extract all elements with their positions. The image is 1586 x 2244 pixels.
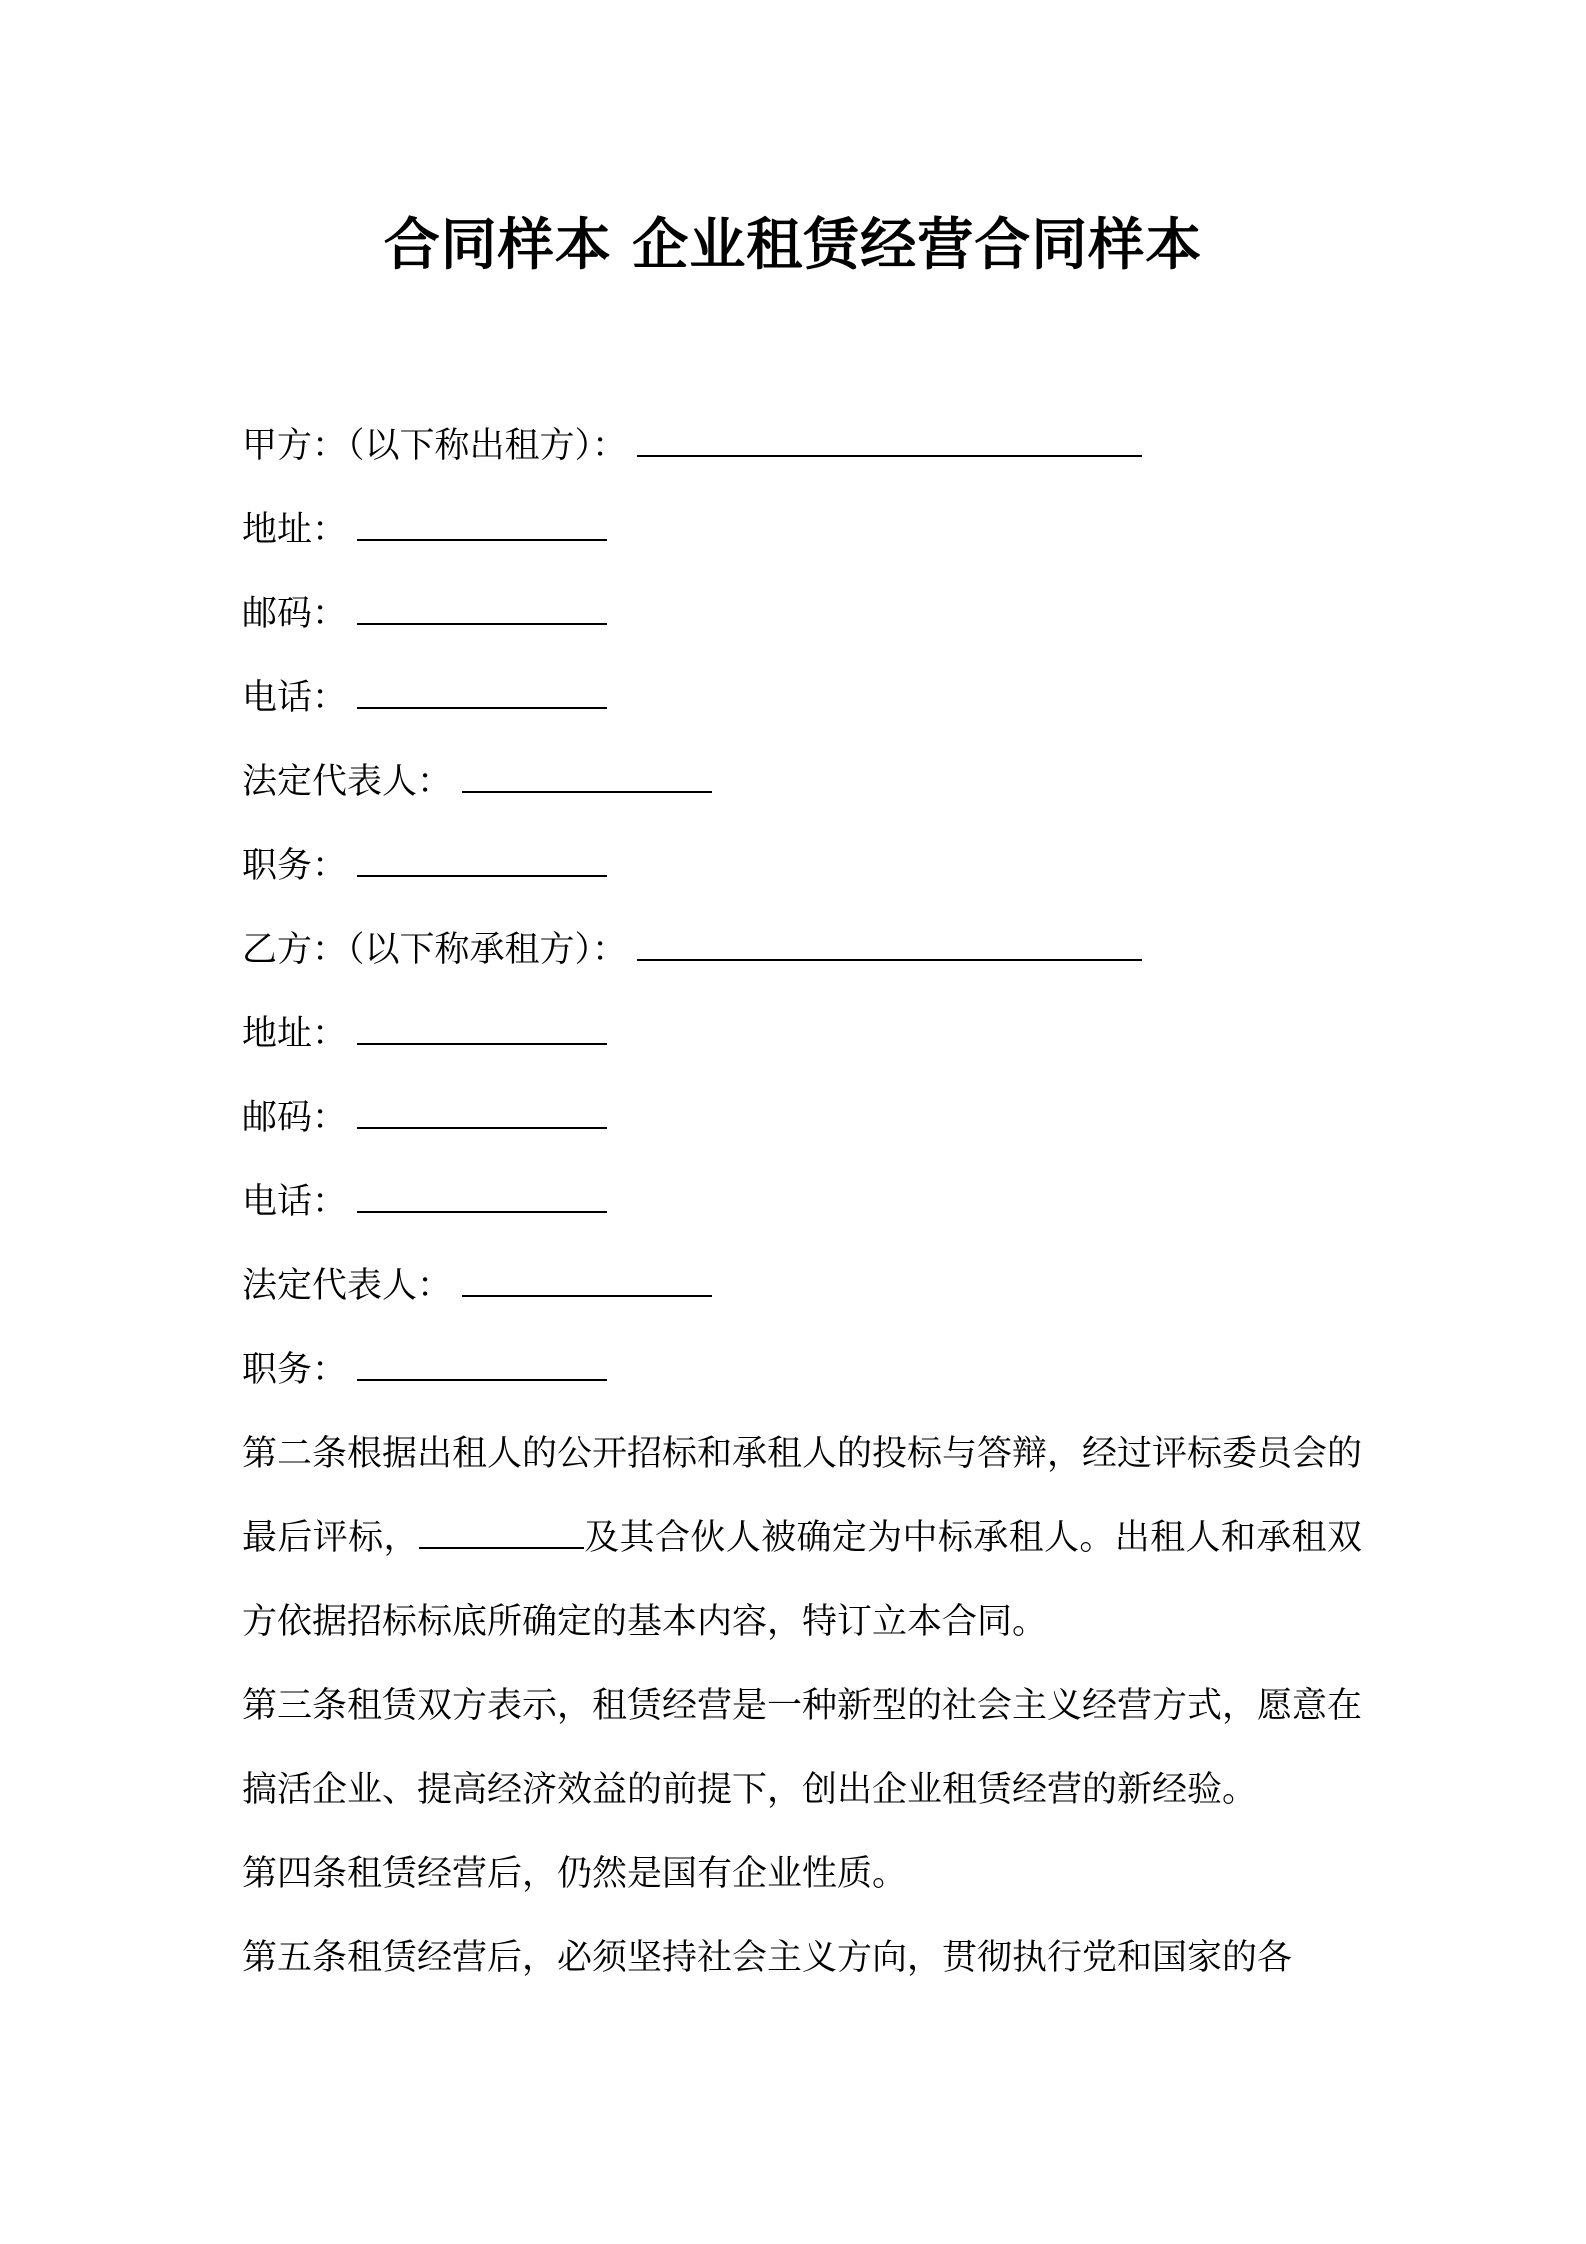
document-title: 合同样本 企业租赁经营合同样本 bbox=[383, 213, 1203, 278]
party-a-address-label: 地址： bbox=[242, 510, 348, 550]
party-b-address-label: 地址： bbox=[242, 1014, 348, 1054]
party-a-address-line bbox=[242, 488, 1362, 572]
party-a-address-blank bbox=[357, 495, 607, 541]
party-a-position-label: 职务： bbox=[242, 846, 348, 886]
party-a-postcode-blank bbox=[357, 579, 607, 625]
party-b-legal-rep-line bbox=[242, 1244, 1362, 1328]
article-2-text-end: 及其合伙人被确定为中标承租人。出租人和承租双方依据招标标底所确定的基本内容，特订立本合同。 bbox=[242, 1518, 1362, 1642]
party-b-address-line bbox=[242, 992, 1362, 1076]
winning-bidder-blank bbox=[419, 1503, 584, 1549]
article-2-text-start: 第二条根据出租人的公开招标和承租人的投标与答辩，经过评标委员会的最后评标， bbox=[242, 1434, 1363, 1558]
party-a-legal-rep-label: 法定代表人： bbox=[242, 762, 453, 802]
party-b-position-blank bbox=[357, 1335, 607, 1381]
party-b-name-blank bbox=[637, 915, 1142, 961]
article-5: 第五条租赁经营后，必须坚持社会主义方向，贯彻执行党和国家的各 bbox=[242, 1938, 1293, 1978]
party-b-legal-rep-label: 法定代表人： bbox=[242, 1266, 453, 1306]
party-a-legal-rep-blank bbox=[462, 747, 712, 793]
party-b-postcode-blank bbox=[357, 1083, 607, 1129]
party-b-phone-blank bbox=[357, 1167, 607, 1213]
article-3: 第三条租赁双方表示，租赁经营是一种新型的社会主义经营方式，愿意在搞活企业、提高经济效益的前提下，创出企业租赁经营的新经验。 bbox=[242, 1686, 1363, 1810]
party-b-postcode-label: 邮码： bbox=[242, 1098, 348, 1138]
party-b-heading-line bbox=[242, 908, 1362, 992]
party-a-phone-label: 电话： bbox=[242, 678, 348, 718]
party-a-postcode-line bbox=[242, 572, 1362, 656]
article-2 bbox=[242, 1412, 1362, 1664]
party-b-position-label: 职务： bbox=[242, 1350, 348, 1390]
party-b-phone-label: 电话： bbox=[242, 1182, 348, 1222]
party-a-name-blank bbox=[637, 411, 1142, 457]
party-b-address-blank bbox=[357, 999, 607, 1045]
document-body bbox=[242, 404, 1362, 2000]
party-b-position-line bbox=[242, 1328, 1362, 1412]
party-a-phone-blank bbox=[357, 663, 607, 709]
party-a-heading-line bbox=[242, 404, 1362, 488]
party-a-phone-line bbox=[242, 656, 1362, 740]
party-a-position-blank bbox=[357, 831, 607, 877]
party-b-legal-rep-blank bbox=[462, 1251, 712, 1297]
party-b-heading: 乙方：（以下称承租方）： bbox=[242, 930, 628, 970]
party-a-heading: 甲方：（以下称出租方）： bbox=[242, 426, 628, 466]
party-a-position-line bbox=[242, 824, 1362, 908]
party-a-legal-rep-line bbox=[242, 740, 1362, 824]
party-a-postcode-label: 邮码： bbox=[242, 594, 348, 634]
article-4: 第四条租赁经营后，仍然是国有企业性质。 bbox=[242, 1854, 908, 1894]
party-b-phone-line bbox=[242, 1160, 1362, 1244]
party-b-postcode-line bbox=[242, 1076, 1362, 1160]
